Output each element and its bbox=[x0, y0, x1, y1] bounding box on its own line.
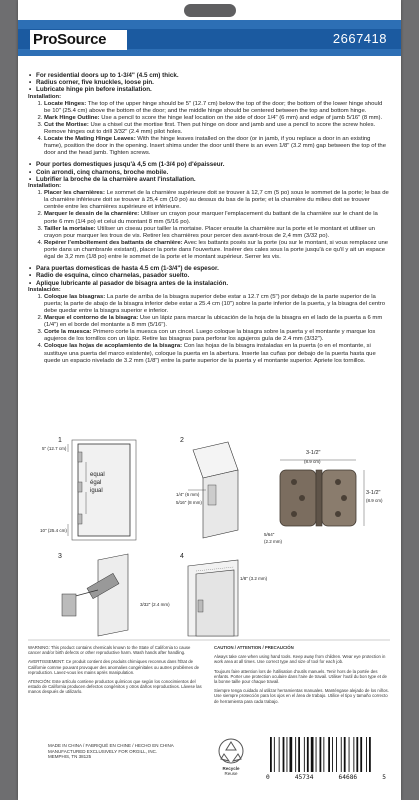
sku-number: 2667418 bbox=[332, 31, 387, 46]
barcode-bar bbox=[307, 737, 309, 772]
hinge-width: 3-1/2" bbox=[306, 450, 321, 456]
step-item bbox=[44, 343, 390, 364]
step-title: Placer les charnières: bbox=[44, 190, 105, 197]
step-title: Marquer le dessin de la charnière: bbox=[44, 211, 140, 218]
barcode-bar bbox=[304, 737, 305, 772]
step-text: Use un lápiz para marcar la ubicación de la hoja de la bisagra en el lado de la puerta a 6 mm (1/4") en el borde del montante a 8 mm (5/16"). bbox=[44, 315, 383, 329]
barcode-bar bbox=[295, 737, 296, 772]
barcode-bar bbox=[323, 737, 324, 772]
bullet-item: • Lubricate hinge pin before installation. bbox=[28, 86, 390, 93]
bullet-item: • Pour portes domestiques jusqu'à 4,5 cm (1-3/4 po) d'épaisseur. bbox=[28, 161, 390, 168]
manufactured-for: MANUFACTURED EXCLUSIVELY FOR ORGILL, INC. bbox=[48, 748, 158, 754]
step-item bbox=[44, 315, 390, 329]
installation-diagrams bbox=[28, 430, 390, 642]
step-title: Locate the Mating Hinge Leaves: bbox=[44, 136, 136, 143]
packaging-card bbox=[18, 0, 401, 800]
hinge-drawing bbox=[280, 460, 364, 526]
barcode-digit: 45734 bbox=[294, 774, 314, 781]
step-item bbox=[44, 226, 390, 240]
step-text: Avec les battants posés sur la porte (ou sur le montant, si vous remplacez une porte dans un chambranle existant), placer la porte dans l'ouverture. Insérer des cales sous la porte jusqu'à ce qu'il y ait un espace égal de 3,2 mm (1/8 po) entre le sommet de la porte et le montant supérieur. Serrer les vis. bbox=[44, 239, 389, 260]
french-section bbox=[28, 161, 390, 261]
brand-logo: ProSource bbox=[30, 30, 127, 50]
caution-fr: Toujours faire attention lors de l'utilisation d'outils manuels. Tenir hors de la portée des enfants. Porter une protection oculaire dans l'aire de travail. Utiliser l'outil du bon type et de la bonne taille pour chaque travail. bbox=[214, 668, 387, 685]
bullet-item: • Coin arrondi, cinq charnons, broche mobile. bbox=[28, 169, 390, 176]
barcode-bar bbox=[290, 737, 293, 772]
barcode-digit: 5 bbox=[382, 774, 386, 781]
step-item bbox=[44, 122, 390, 136]
figure-1-number: 1 bbox=[58, 437, 62, 444]
barcode-bar bbox=[320, 737, 322, 772]
step-title: Corte la muesca: bbox=[44, 329, 92, 336]
step-item bbox=[44, 136, 390, 157]
step-title: Coloque las hojas de acoplamiento de la bisagra: bbox=[44, 343, 183, 350]
city: MEMPHIS, TN 38125 bbox=[48, 754, 92, 760]
barcode-bar bbox=[369, 737, 371, 772]
recycle-label: Recycle bbox=[222, 766, 240, 771]
hinge-width-cm: (8.9 cm) bbox=[304, 459, 321, 464]
bullet-item: • Lubrifier la broche de la charnière avant l'installation. bbox=[28, 176, 390, 183]
step-title: Locate Hinges: bbox=[44, 100, 87, 107]
installation-heading: Installation: bbox=[28, 93, 62, 100]
figure-3-drill bbox=[62, 554, 128, 636]
barcode-bar bbox=[270, 737, 272, 772]
step-text: Utiliser un crayon pour marquer l'emplacement du battant de la charnière sur le chant de la porte 6 mm (1/4 po) et celui du montant 8 mm (5/16 po). bbox=[44, 211, 378, 225]
step-item bbox=[44, 190, 390, 211]
step-text: La parte de arriba de la bisagra superior debe estar a 12.7 cm (5") por debajo de la parte superior de la puerta; la parte de abajo de la bisagra inferior debe estar a 25.4 cm (10") sobre la parte inferior de la puerta, y la bisagra del centro debe quedar entre la bisagra superior e inferior. bbox=[44, 293, 386, 314]
barcode-bar bbox=[328, 737, 330, 772]
made-in: MADE IN CHINA / FABRIQUÉ EN CHINE / HECHO EN CHINA bbox=[48, 743, 174, 748]
step-item bbox=[44, 115, 390, 122]
barcode-bar bbox=[287, 737, 288, 772]
recycle-badge bbox=[213, 737, 249, 787]
english-steps bbox=[28, 101, 390, 158]
caution-heading: CAUTION / ATTENTION / PRECAUCIÓN bbox=[214, 645, 294, 650]
prop65-warnings bbox=[28, 645, 204, 699]
figure-2-dim-1: 1/4" (6 mm) bbox=[176, 492, 200, 497]
barcode-bar bbox=[279, 737, 280, 772]
english-bullets bbox=[28, 72, 390, 94]
figure-1-bottom-dim: 10" (25.4 cm) bbox=[40, 528, 67, 533]
step-title: Repérer l'emboîtement des battants de charnière: bbox=[44, 239, 183, 246]
figure-2-number: 2 bbox=[180, 437, 184, 444]
figure-3-number: 3 bbox=[58, 553, 62, 560]
diagram-svg bbox=[28, 430, 390, 642]
figure-2-mark-outline bbox=[188, 442, 238, 538]
barcode-bar bbox=[283, 737, 285, 772]
step-text: Utiliser un ciseau pour tailler la mortaise. Placer ensuite la charnière sur la porte et le montant et utiliser un crayon pour marquer les trous de vis. Retirer les charnières pour percer des avant-trous de 2,4 mm (3/32 po). bbox=[44, 225, 375, 239]
instructions bbox=[28, 72, 390, 369]
barcode-bar bbox=[298, 737, 300, 772]
step-text: Le sommet de la charnière supérieure doit se trouver à 12,7 cm (5 po) sous le sommet de la porte; le bas de la charnière inférieure doit se trouver à 25,4 cm (10 po) au dessus du bas de la porte; et la charnière du milieu doit se trouver centrée entre les charnières supérieure et inférieure. bbox=[44, 190, 389, 211]
spanish-section bbox=[28, 265, 390, 365]
warnings bbox=[28, 645, 390, 730]
barcode-bar bbox=[360, 737, 362, 772]
hang-hole bbox=[184, 4, 236, 17]
warning-es: ATENCIÓN: Este artículo contiene productos químicos que según los conocimientos del estado de California producen defectos congénitos y otros daños reproductivos. Lávese las manos después de utilizarlo. bbox=[28, 679, 202, 695]
hinge-radius: 5/64" bbox=[264, 532, 275, 537]
barcode bbox=[266, 737, 386, 785]
barcode-bar bbox=[316, 737, 317, 772]
step-title: Tailler la mortaise: bbox=[44, 225, 96, 232]
installation-heading: Installation: bbox=[28, 183, 62, 190]
step-text: Use a chisel cut the mortise first. Then put hinge on door and jamb and use a pencil to score the screw holes. Remove hinges out to drill 3/32" (2.4 mm) pilot holes. bbox=[44, 121, 376, 136]
figure-4-number: 4 bbox=[180, 553, 184, 560]
step-item bbox=[44, 329, 390, 343]
warning-en: WARNING: This product contains chemicals known to the State of California to cause cancer and/or birth defects or other reproductive harm. Wash hands after handling. bbox=[28, 645, 191, 656]
step-item bbox=[44, 240, 390, 261]
step-title: Coloque las bisagras: bbox=[44, 293, 106, 300]
barcode-bar bbox=[356, 737, 358, 772]
origin-text bbox=[48, 743, 198, 760]
recycle-icon bbox=[217, 737, 245, 765]
step-item bbox=[44, 211, 390, 225]
barcode-bar bbox=[366, 737, 367, 772]
step-title: Cut the Mortise: bbox=[44, 121, 89, 128]
bullet-item: • Para puertas domesticas de hasta 4.5 cm (1-3/4") de espesor. bbox=[28, 265, 390, 272]
footer bbox=[28, 735, 390, 795]
french-bullets bbox=[28, 161, 390, 183]
barcode-bar bbox=[344, 737, 346, 772]
barcode-bar bbox=[353, 737, 354, 772]
figure-1-top-dim: 5" (12.7 cm) bbox=[42, 446, 67, 451]
english-section bbox=[28, 72, 390, 157]
bullet-item: • Radio de esquina, cinco charnelas, pasador suelto. bbox=[28, 272, 390, 279]
figure-1-equal-fr: égal bbox=[90, 480, 102, 486]
hinge-height: 3-1/2" bbox=[366, 490, 381, 496]
step-text: Primero corte la muesca con un cincel. Luego coloque la bisagra sobre la puerta y el montante y marque los agujeros de los tornillos con un lápiz. Retire las bisagras para perforar los agujeros guía de 2.4 mm (3/32"). bbox=[44, 329, 376, 343]
step-item bbox=[44, 294, 390, 315]
reuse-label: Reuse bbox=[224, 771, 238, 776]
figure-4-door-gap bbox=[188, 560, 238, 636]
barcode-bar bbox=[341, 737, 342, 772]
warning-fr: AVERTISSEMENT: Ce produit contient des produits chimiques reconnus dans l'État de Californie comme pouvant provoquer des anomalies congénitales ou autres problèmes de reproduction. Lavez-vous les mains après manipulation. bbox=[28, 659, 200, 675]
step-title: Mark Hinge Outline: bbox=[44, 114, 100, 121]
figure-1-equal-es: igual bbox=[90, 488, 103, 494]
step-title: Marque el contorno de la bisagra: bbox=[44, 315, 139, 322]
spanish-bullets bbox=[28, 265, 390, 287]
barcode-bar bbox=[311, 737, 314, 772]
bullet-item: • Radius corner, five knuckles, loose pin. bbox=[28, 79, 390, 86]
barcode-digit: 64686 bbox=[338, 774, 358, 781]
barcode-bar bbox=[274, 737, 275, 772]
bullet-item: • Aplique lubricante al pasador de bisagra antes de la instalación. bbox=[28, 280, 390, 287]
barcode-digit: 0 bbox=[266, 774, 270, 781]
hinge-height-cm: (8.9 cm) bbox=[366, 498, 383, 503]
barcode-digits bbox=[266, 774, 386, 781]
figure-3-dim: 3/32" (2.4 mm) bbox=[140, 602, 170, 607]
barcode-bar bbox=[332, 737, 333, 772]
bullet-item: • For residential doors up to 1-3/4" (4.5 cm) thick. bbox=[28, 72, 390, 79]
hinge-radius-mm: (2.2 mm) bbox=[264, 539, 282, 544]
installation-heading: Instalación: bbox=[28, 286, 61, 293]
barcode-bars bbox=[266, 737, 386, 773]
barcode-bar bbox=[336, 737, 337, 772]
caution-es: Siempre tenga cuidado al utilizar herramientas manuales. Manténgase alejado de los niños. Use siempre protección para los ojos en el área de trabajo. Utilice el tipo y tamaño correcto de herramienta para cada trabajo. bbox=[214, 688, 389, 704]
step-item bbox=[44, 101, 390, 115]
figure-2-dim-2: 5/16" (8 mm) bbox=[176, 500, 202, 505]
step-text: Con las hojas de la bisagra instaladas en la puerta (o en el montante, si sustituye una puerta del marco existente), coloque la puerta en la abertura. Inserte las cuñas por debajo de la puerta hasta que quede un espacio nivelado de 3.2 mm (1/8") entre la parte superior de la puerta y el montante superior. Apriete los tornillos. bbox=[44, 343, 376, 364]
spanish-steps bbox=[28, 294, 390, 365]
step-text: Use a pencil to score the hinge leaf location on the side of door 1/4" (6 mm) and edge of jamb 5/16" (8 mm). bbox=[101, 114, 383, 121]
step-text: With the hinge leaves installed on the door (or in jamb, if you replace a door in an existing frame), position the door in the opening. Insert shims under the door until there is an even 1/8" (3.2 mm) gap between the top of the door and the head jamb. Tighten screws. bbox=[44, 136, 386, 157]
caution-notes bbox=[214, 645, 390, 708]
french-steps bbox=[28, 190, 390, 261]
barcode-bar bbox=[349, 737, 350, 772]
caution-en: Always take care when using hand tools. Keep away from children. Wear eye protection in work area at all times. Use correct type and size of tool for each job. bbox=[214, 654, 386, 665]
figure-1-equal-en: equal bbox=[90, 472, 105, 478]
figure-4-dim: 1/8" (3.2 mm) bbox=[240, 576, 268, 581]
step-text: The top of the upper hinge should be 5" (12.7 cm) below the top of the door; the bottom of the lower hinge should be 10" (25.4 cm) above the bottom of the door; and the middle hinge should be centered between the top and bottom hinge. bbox=[44, 100, 383, 114]
